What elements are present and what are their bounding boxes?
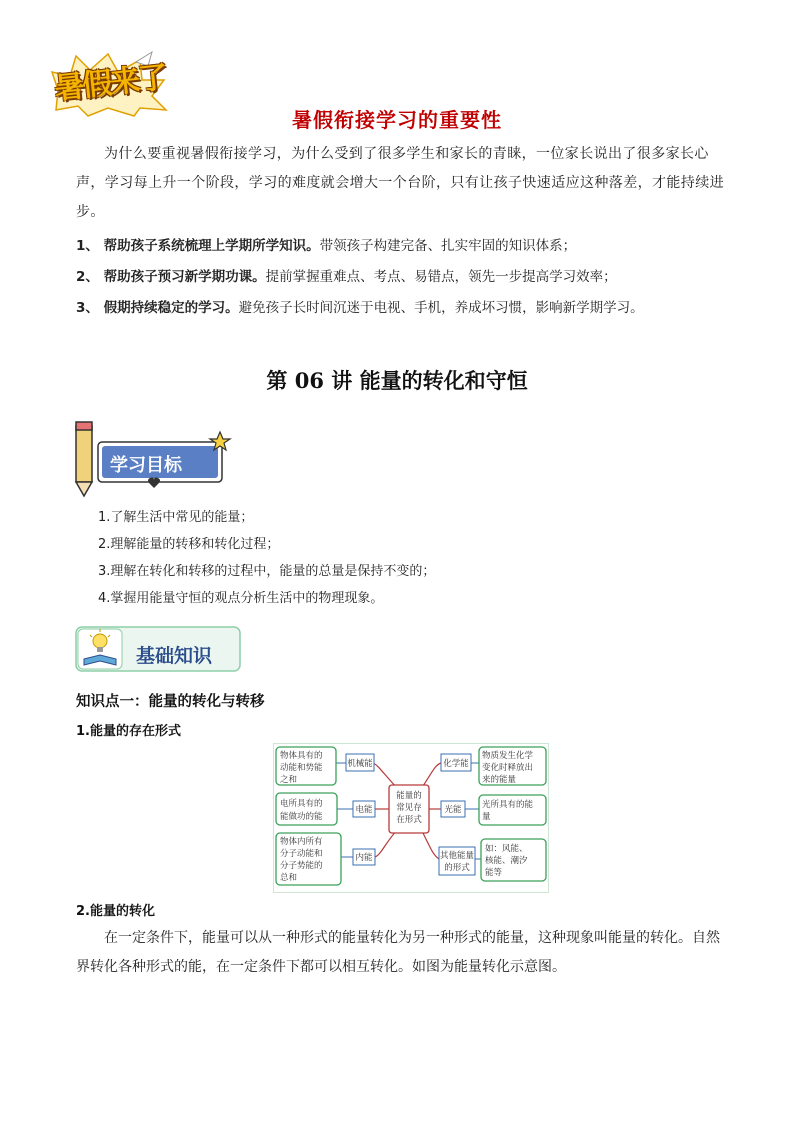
mindmap-center-line-2: 常见存 (396, 803, 422, 813)
mindmap-desc-other-line-1: 如：风能、 (485, 844, 528, 854)
mindmap-desc-chemical-line-1: 物质发生化学 (482, 751, 534, 761)
mindmap-node-light-label: 光能 (444, 805, 462, 815)
intro-item-2-text: 提前掌握重难点、考点、易错点，领先一步提高学习效率； (265, 269, 617, 285)
subsection-title-2: 2.能量的转化 (76, 904, 155, 919)
mindmap-desc-internal-line-3: 分子势能的 (280, 861, 323, 871)
mindmap-center-line-3: 在形式 (396, 815, 422, 825)
mindmap-desc-other-line-2: 核能、潮汐 (485, 856, 528, 866)
intro-item-1-text: 带领孩子构建完备、扎实牢固的知识体系； (319, 238, 577, 254)
intro-item-3-bold: 3、 假期持续稳定的学习。 (76, 300, 239, 316)
intro-item-1 (76, 236, 736, 256)
conversion-paragraph: 在一定条件下，能量可以从一种形式的能量转化为另一种形式的能量，这种现象叫能量的转化。自然界转化各种形式的能，在一定条件下都可以相互转化。如图为能量转化示意图。 (76, 930, 720, 975)
goal-item-4: 4.掌握用能量守恒的观点分析生活中的物理现象。 (98, 591, 384, 606)
logo-text: 暑假来了 (52, 60, 168, 107)
mindmap-node-electric-label: 电能 (355, 805, 373, 815)
mindmap-desc-mechanical-line-3: 之和 (280, 775, 298, 785)
goal-item-1: 1.了解生活中常见的能量； (98, 510, 254, 525)
intro-paragraph: 为什么要重视暑假衔接学习，为什么受到了很多学生和家长的青睐，一位家长说出了很多家长心声，学习每上升一个阶段，学习的难度就会增大一个台阶，只有让孩子快速适应这种落差，才能持续进步。 (76, 146, 724, 220)
mindmap-desc-other-line-3: 能等 (485, 868, 503, 878)
knowledge-point-title: 知识点一：能量的转化与转移 (76, 694, 265, 710)
mindmap-desc-light-line-1: 光所具有的能 (482, 800, 534, 810)
intro-item-2 (76, 267, 736, 287)
goal-item-3: 3.理解在转化和转移的过程中，能量的总量是保持不变的； (98, 564, 436, 579)
mindmap-desc-mechanical-line-2: 动能和势能 (280, 763, 323, 773)
mindmap-desc-mechanical-line-1: 物体具有的 (280, 751, 323, 761)
mindmap-node-chemical-label: 化学能 (443, 759, 469, 769)
mindmap-center-line-1: 能量的 (396, 791, 422, 801)
mindmap-node-other-line-1: 其他能量 (439, 851, 475, 861)
mindmap-desc-internal-line-4: 总和 (280, 873, 298, 883)
intro-item-2-bold: 2、 帮助孩子预习新学期功课。 (76, 269, 266, 285)
mindmap-desc-internal-line-1: 物体内所有 (280, 837, 323, 847)
energy-forms-mindmap (273, 743, 549, 893)
intro-item-3-text: 避免孩子长时间沉迷于电视、手机，养成坏习惯，影响新学期学习。 (238, 300, 644, 316)
basics-banner-label: 基础知识 (136, 645, 213, 667)
goals-banner-label: 学习目标 (110, 455, 182, 476)
mindmap-node-internal-label: 内能 (355, 853, 373, 863)
intro-item-3 (76, 298, 736, 318)
mindmap-desc-electric-line-1: 电所具有的 (280, 799, 323, 809)
mindmap-desc-chemical-line-3: 来的能量 (482, 775, 517, 785)
page-title: 暑假衔接学习的重要性 (292, 108, 502, 132)
intro-item-1-bold: 1、 帮助孩子系统梳理上学期所学知识。 (76, 238, 320, 254)
mindmap-desc-internal-line-2: 分子动能和 (280, 849, 323, 859)
subsection-title-1: 1.能量的存在形式 (76, 724, 181, 739)
mindmap-desc-electric-line-2: 能做功的能 (280, 812, 323, 822)
lesson-title: 第 06 讲 能量的转化和守恒 (266, 368, 528, 393)
mindmap-desc-chemical-line-2: 变化时释放出 (482, 763, 534, 773)
mindmap-node-mechanical-label: 机械能 (347, 759, 373, 769)
mindmap-desc-light-line-2: 量 (482, 812, 491, 822)
goal-item-2: 2.理解能量的转移和转化过程； (98, 537, 280, 552)
mindmap-node-other-line-2: 的形式 (444, 863, 470, 873)
